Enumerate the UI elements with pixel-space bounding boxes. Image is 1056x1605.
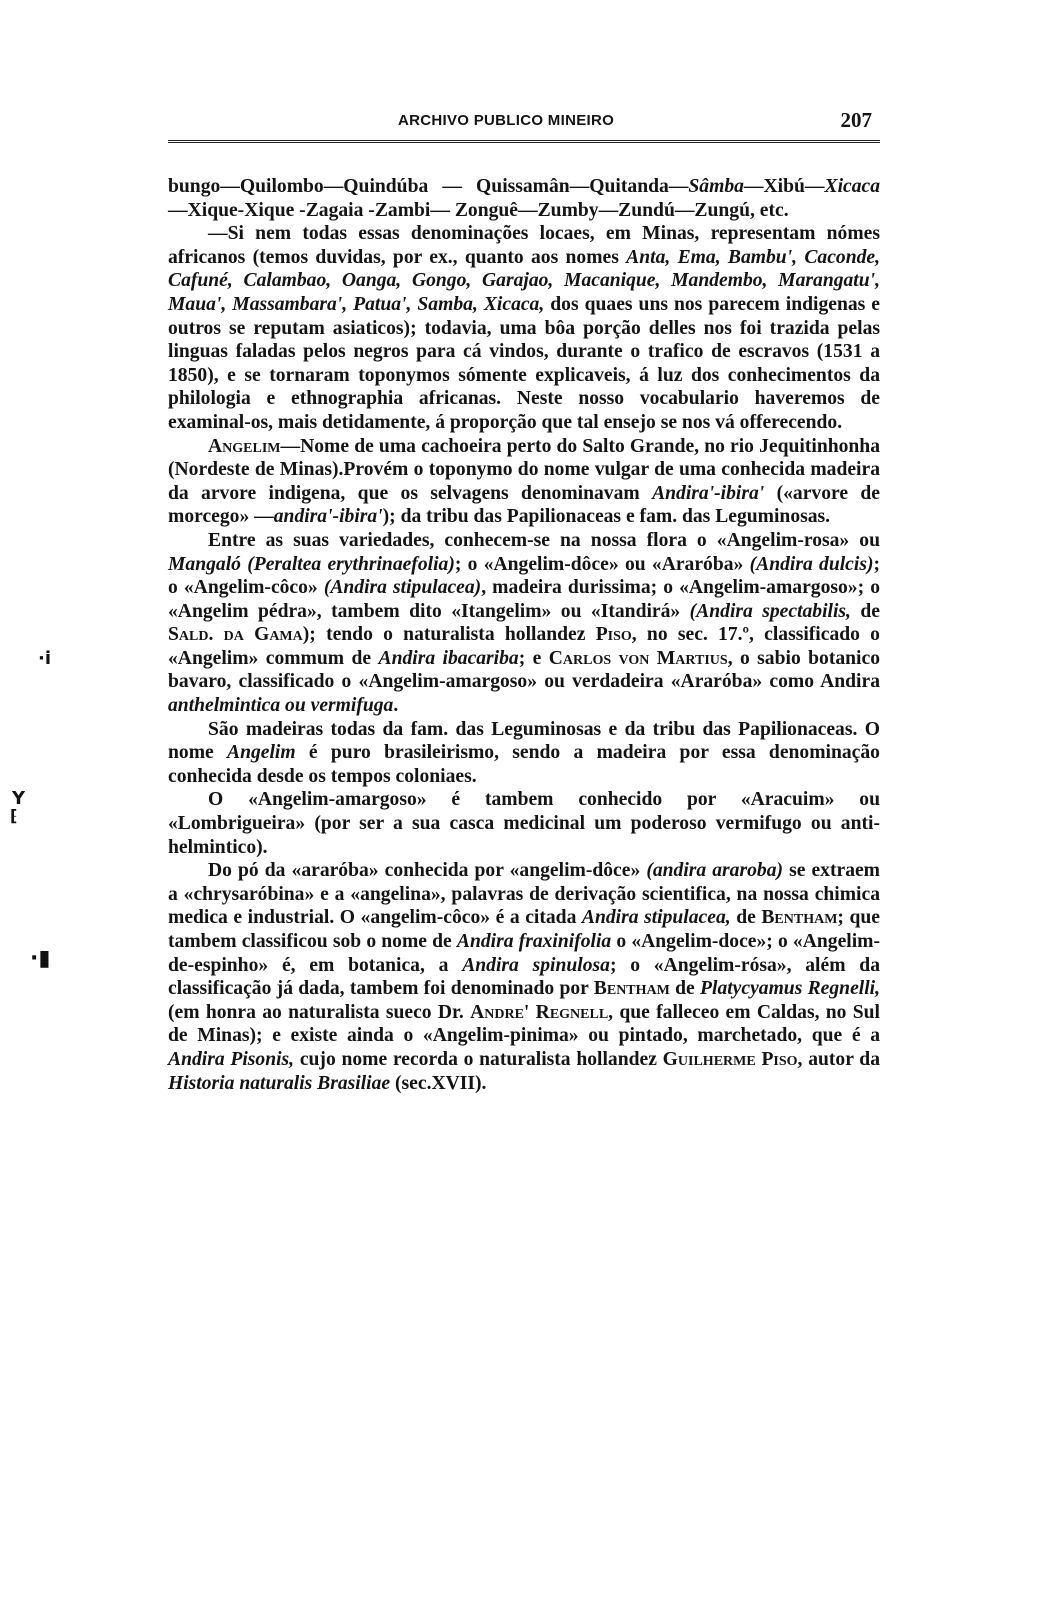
running-title: ARCHIVO PUBLICO MINEIRO [398, 112, 615, 129]
paragraph-7: Do pó da «araróba» conhecida por «angelim-dôce» (andira araroba) se extraem a «chrysaróbina» e a «angelina», palavras de derivação scientifica, na nossa chimica medica e industrial. O «angelim-côco» é a citada Andira stipulacea, de Bentham; que tambem classificou sob o nome de Andira fraxinifolia o «Angelim-doce»; o «Angelim-de-espinho» é, em botanica, a Andira spinulosa; o «Angelim-rósa», além da classificação já dada, tambem foi denominado por Bentham de Platycyamus Regnelli, (em honra ao naturalista sueco Dr. Andre' Regnell, que falleceo em Caldas, no Sul de Minas); e existe ainda o «Angelim-pinima» ou pintado, marchetado, que é a Andira Pisonis, cujo nome recorda o naturalista hollandez Guilherme Piso, autor da Historia naturalis Brasiliae (sec.XVII). [168, 860, 881, 1094]
paragraph-6: O «Angelim-amargoso» é tambem conhecido por «Aracuim» ou «Lombrigueira» (por ser a sua casca medicinal um poderoso vermifugo ou anti-helmintico). [168, 789, 880, 858]
entry-headword: Angelim [208, 435, 281, 457]
page-header [168, 108, 880, 142]
paragraph-5: São madeiras todas da fam. das Leguminosas e da tribu das Papilionaceas. O nome Angelim é puro brasileirismo, sendo a madeira por essa denominação conhecida desde os tempos coloniaes. [168, 718, 880, 787]
page-body [168, 175, 880, 1095]
margin-mark: Y [12, 788, 26, 809]
paragraph-1: bungo—Quilombo—Quindúba — Quissamân—Quitanda—Sâmba—Xibú—Xicaca—Xique-Xique -Zagaia -Zambi— Zonguê—Zumby—Zundú—Zungú, etc. [168, 176, 880, 221]
header-rule [168, 140, 880, 143]
paragraph-angelim-entry: Angelim—Nome de uma cachoeira perto do Salto Grande, no rio Jequitinhonha (Nordeste de Minas).Provém o toponymo do nome vulgar de uma conhecida madeira da arvore indigena, que os selvagens denominavam Andira'-ibira' («arvore de morcego» —andira'-ibira'); da tribu das Papilionaceas e fam. das Leguminosas. [168, 435, 881, 528]
margin-mark: ⁅ [10, 806, 18, 825]
margin-mark: ·i [38, 648, 52, 669]
page-number: 207 [840, 108, 872, 132]
paragraph-4: Entre as suas variedades, conhecem-se na nossa flora o «Angelim-rosa» ou Mangaló (Peraltea erythrinaefolia); o «Angelim-dôce» ou «Araróba» (Andira dulcis); o «Angelim-côco» (Andira stipulacea), madeira durissima; o «Angelim-amargoso»; o «Angelim pédra», tambem dito «Itangelim» ou «Itandirá» (Andira spectabilis, de Sald. da Gama); tendo o naturalista hollandez Piso, no sec. 17.º, classificado o «Angelim» commum de Andira ibacariba; e Carlos von Martius, o sabio botanico bavaro, classificado o «Angelim-amargoso» ou verdadeira «Araróba» como Andira anthelmintica ou vermifuga. [168, 529, 881, 717]
margin-mark: ·▮ [30, 946, 51, 971]
paragraph-2: —Si nem todas essas denominações locaes, em Minas, representam nómes africanos (temos duvidas, por ex., quanto aos nomes Anta, Ema, Bambu', Caconde, Cafuné, Calambao, Oanga, Gongo, Garajao, Macanique, Mandembo, Marangatu', Maua', Massambara', Patua', Samba, Xicaca, dos quaes uns nos parecem indigenas e outros se reputam asiaticos); todavia, uma bôa porção delles nos foi trazida pelas linguas faladas pelos negros para cá vindos, durante o trafico de escravos (1531 a 1850), e se tornaram toponymos sómente explicaveis, á luz dos conhecimentos da philologia e ethnographia africanas. Neste nosso vocabulario haveremos de examinal-os, mais detidamente, á proporção que tal ensejo se nos vá offerecendo. [168, 223, 880, 433]
